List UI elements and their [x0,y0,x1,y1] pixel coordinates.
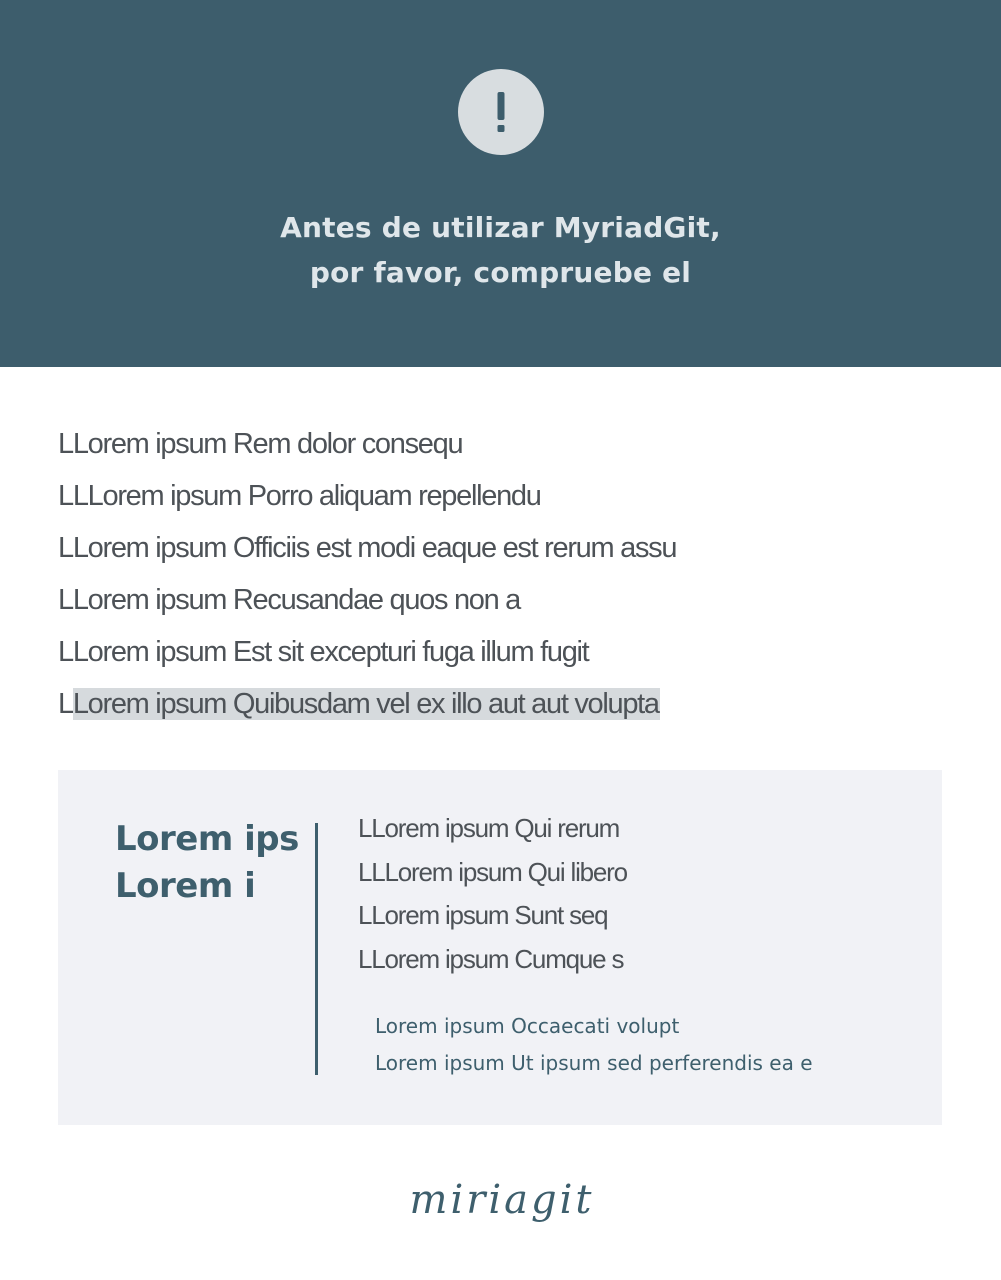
panel-list-item: LLorem ipsum Sunt seq [358,900,608,930]
panel-heading-line-2: Lorem i [115,866,256,906]
panel-list-item: LLorem ipsum Qui rerum [358,813,620,843]
checklist-item: LLorem ipsum Recusandae quos non a [58,584,521,616]
text-selection-highlight[interactable]: Lorem ipsum Quibusdam vel ex illo aut aut volupta [72,688,659,720]
panel-heading-line-1: Lorem ips [115,819,299,859]
checklist-item: LLorem ipsum Rem dolor consequ [58,428,463,460]
brand-logo: miriagit [409,1177,595,1223]
checklist [58,418,958,730]
panel-note: Lorem ipsum Ut ipsum sed perferendis ea e [375,1051,813,1075]
checklist-item: LLLorem ipsum Porro aliquam repellendu [58,480,541,512]
header-title-line-1: Antes de utilizar MyriadGit, [280,211,721,244]
header-title [200,205,801,295]
panel-list-item: LLLorem ipsum Qui libero [358,856,627,887]
checklist-item: LLorem ipsum Est sit excepturi fuga illum fugit [58,636,589,668]
checklist-item-selected[interactable] [58,678,958,730]
checklist-item-prefix: L [58,688,73,720]
panel-note: Lorem ipsum Occaecati volupt [375,1014,680,1038]
panel-notes [375,1008,813,1082]
info-panel [58,770,942,1125]
header-banner [0,0,1001,367]
checklist-item: LLorem ipsum Officiis est modi eaque est rerum assu [58,532,677,564]
exclamation-icon [491,88,511,136]
panel-heading [115,816,315,910]
panel-list [358,807,627,981]
alert-badge [458,69,544,155]
panel-divider [315,823,318,1075]
panel-list-item: LLorem ipsum Cumque s [358,943,624,974]
header-title-line-2: por favor, compruebe el [309,256,692,289]
